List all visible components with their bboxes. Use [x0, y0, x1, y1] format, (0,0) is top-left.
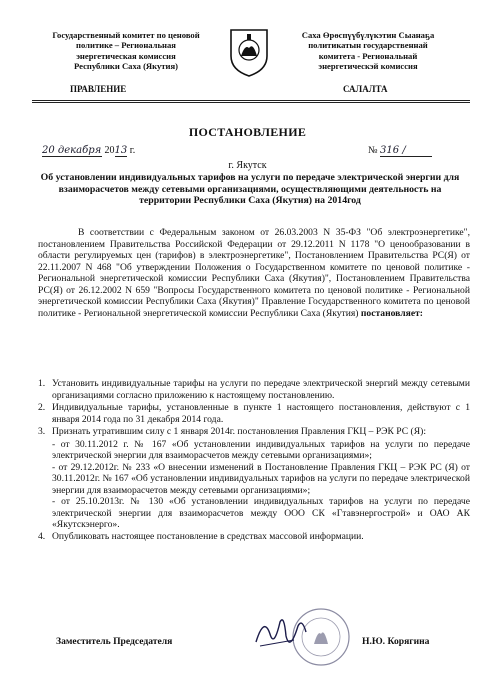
- preamble-text: В соответствии с Федеральным законом от 26.03.2003 N 35-ФЗ "Об электроэнергетике", постановлением Правительства Российской Федерации от 29.12.2011 N 1178 "О ценообразовании в области регулируемых цен (тарифов) в электроэнергетике", Постановлением Правительства РС(Я) от 22.11.2007 N 468 "Об утверждении Положения о Государственном комитете по ценовой политике - Региональной энергетической комиссии Республики Саха (Якутия)", Постановлением Правительства РС(Я) от 26.12.2002 N 659 "Вопросы Государственного комитета по ценовой политике - Региональной энергетической комиссии Республики Саха (Якутия)" Правление Государственного комитета по ценовой политике - Региональной энергетической комиссии Республики Саха (Якутия): [38, 227, 470, 319]
- item-text: Опубликовать настоящее постановление в средствах массовой информации.: [52, 530, 364, 542]
- item-number: 3.: [38, 426, 46, 437]
- signatory-role: Заместитель Председателя: [56, 636, 173, 647]
- list-item: [38, 531, 470, 543]
- resolution-list: [38, 378, 470, 543]
- document-city: г. Якутск: [228, 160, 267, 171]
- document-date: [42, 145, 135, 157]
- subitem: - от 30.11.2012 г. № 167 «Об установлении индивидуальных тарифов на услуги по передаче электрической энергии для взаиморасчетов между сетевыми организациями»;: [52, 438, 470, 461]
- header-divider: [32, 100, 470, 101]
- list-item: [38, 378, 470, 401]
- list-item: [38, 426, 470, 438]
- header-right-line: Саха Өрөспүүбүлүкэтин Сыанаҕа: [301, 30, 435, 40]
- date-day-month: 20 декабря: [42, 145, 102, 156]
- item-number: 2.: [38, 402, 46, 413]
- header-right-line: энергетическэй комиссия: [318, 61, 418, 72]
- header-right-line: комитета - Региональнай: [318, 50, 418, 61]
- document-subject: Об установлении индивидуальных тарифов на услуги по передаче электрической энергии для взаиморасчетов между сетевыми организациями, осуществляющими деятельность на территории Республики Саха (Якутия) на 2014год: [40, 172, 460, 207]
- header-right-org: [282, 30, 454, 72]
- subitem: - от 29.12.2012г. № 233 «О внесении изменений в Постановление Правления ГКЦ – РЭК РС (Я) от 30.11.2012г. № 167 «Об установлении индивидуальных тарифов на услуги по передаче электрической энергии для взаиморасчетов между сетевыми организациями»;: [52, 461, 470, 496]
- header-left-line: Республики Саха (Якутия): [74, 61, 178, 72]
- item-number: 4.: [38, 530, 46, 542]
- date-suffix: г.: [129, 145, 136, 156]
- preamble-resolves: постановляет:: [360, 307, 423, 319]
- document-title: ПОСТАНОВЛЕНИЕ: [188, 125, 307, 139]
- board-label-sakha: САЛАЛТА: [343, 84, 388, 94]
- header-left-line: Государственный комитет по ценовой: [52, 30, 200, 40]
- list-item: [38, 402, 470, 425]
- item-number: 1.: [38, 378, 46, 389]
- board-label-ru: ПРАВЛЕНИЕ: [70, 84, 127, 94]
- number-prefix: №: [368, 145, 378, 156]
- signatory-name: Н.Ю. Корягина: [362, 636, 430, 647]
- preamble: [38, 227, 470, 319]
- item-text: Признать утратившим силу с 1 января 2014г. постановления Правления ГКЦ – РЭК РС (Я):: [52, 426, 427, 437]
- date-year: 13: [114, 145, 128, 156]
- number-value: 316 /: [380, 145, 432, 157]
- header-left-line: политике – Региональная: [76, 40, 176, 51]
- header-right-line: политикатын государственнай: [308, 40, 428, 51]
- date-year-prefix: 20: [104, 145, 115, 156]
- item-text: Индивидуальные тарифы, установленные в пункте 1 настоящего постановления, действуют с 1 января 2014 года по 31 декабря 2014 года.: [52, 402, 470, 425]
- item-text: Установить индивидуальные тарифы на услуги по передаче электрической энергий между сетевыми организациями согласно приложению к настоящему постановлению.: [52, 378, 470, 401]
- header-left-line: энергетическая комиссия: [76, 50, 176, 61]
- subitem: - от 25.10.2013г. № 130 «Об установлении индивидуальных тарифов на услуги по передаче электрической энергии для взаиморасчетов между ООО СК «Гтавэнергострой» и ОАО АК «Якутскэнерго».: [52, 496, 470, 530]
- emblem-icon: [227, 26, 271, 78]
- header-left-org: [42, 30, 210, 72]
- handwritten-signature: [250, 612, 310, 656]
- document-number: [368, 145, 432, 157]
- header-divider: [32, 102, 470, 103]
